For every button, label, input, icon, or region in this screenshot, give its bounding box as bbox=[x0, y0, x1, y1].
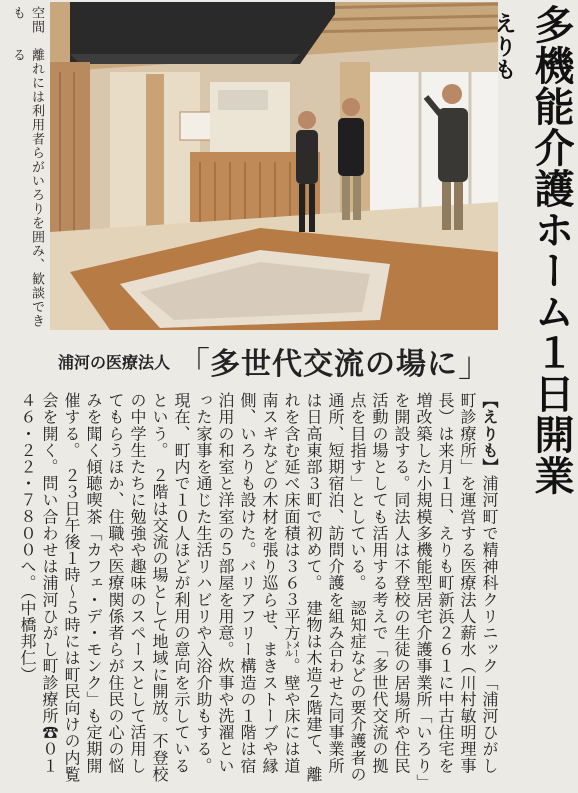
article-body-block bbox=[0, 392, 576, 790]
headline-place: えりも bbox=[491, 12, 516, 81]
subtitle-org: 浦河の医療法人 bbox=[58, 352, 171, 372]
body-text: 浦河町で精神科クリニック「浦河ひがし町診療所」を運営する医療法人薪水（川村敏明理事長）は来月１日、えりも町新浜２６１に中古住宅を増改築した小規模多機能型居宅介護事業所「いろり」を開設する。同法人は不登校の生徒の居場所や住民活動の場としても活用する考えで「多世代交流の拠点を目指す」としている。 認知症などの要介護者の通所、短期宿泊、訪問介護を組み合わせた同事業所は日高東部３町で初めて。 建物は木造２階建て、離れを含む延べ床面積は３６３平方㍍。壁や床には道南スギなどの木材を張り巡らせ、まきストーブや縁側、いろりも設けた。バリアフリー構造の１階は宿泊用の和室と洋室の５部屋を用意。炊事や洗濯といった家事を通じた生活リハビリや入浴介助もする。現在、町内で１０人ほどが利用の意向を示しているという。 ２階は交流の場として地域に開放。不登校の中学生たちに勉強や趣味のスペースとして活用してもらうほか、住職や医療関係者らが住民の心の悩みを聞く傾聴喫茶「カフェ・デ・モンク」も定期開催する。 ２３日午後１時～５時には町民向けの内覧会を開く。問い合わせは浦河ひがし町診療所☎０１４６・２２・７８００へ。（中橋邦仁） bbox=[18, 392, 499, 783]
article-photo bbox=[50, 2, 498, 330]
body-lead: 【えりも】 bbox=[480, 392, 499, 475]
photo-caption bbox=[4, 6, 46, 328]
photo-interior-irori-room bbox=[50, 2, 498, 330]
article-body bbox=[16, 392, 500, 788]
subtitle bbox=[58, 337, 498, 385]
headline-main: 多機能介護ホーム１日開業 bbox=[528, 4, 574, 496]
subtitle-close-bracket: 」 bbox=[458, 344, 493, 385]
caption-line-2: 空間も bbox=[10, 6, 44, 34]
subtitle-main: 多世代交流の場に bbox=[210, 347, 459, 382]
caption-line-1: 離れには利用者らがいろりを囲み、歓談できる bbox=[10, 48, 44, 328]
subtitle-open-bracket: 「 bbox=[176, 344, 211, 385]
